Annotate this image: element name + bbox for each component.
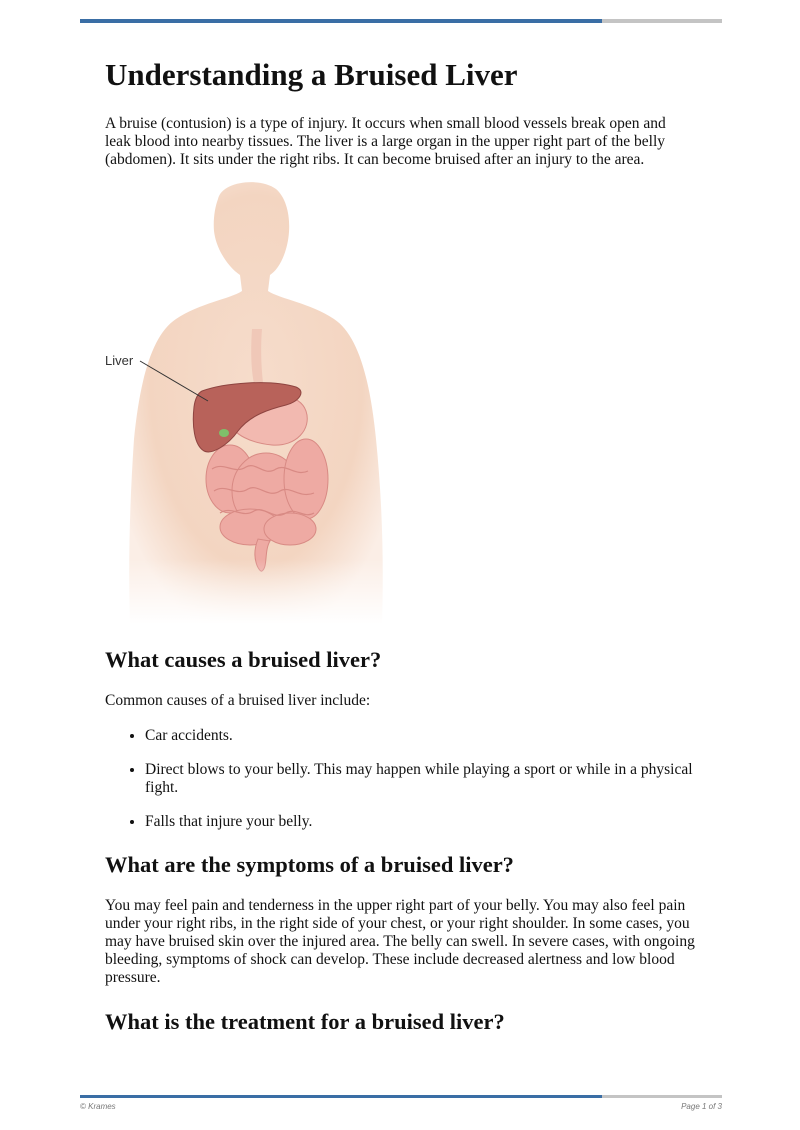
section-heading-symptoms: What are the symptoms of a bruised liver? (105, 852, 514, 878)
torso-organs-illustration (100, 179, 400, 624)
liver-illustration (100, 179, 400, 624)
footer-copyright: © Krames (80, 1102, 116, 1111)
list-item: • Car accidents. (145, 727, 695, 745)
list-item: • Direct blows to your belly. This may happen while playing a sport or while in a physical fight. (145, 761, 695, 797)
intro-paragraph: A bruise (contusion) is a type of injury. It occurs when small blood vessels break open and leak blood into nearby tissues. The liver is a large organ in the upper right part of the belly (abdomen). It sits under the right ribs. It can become bruised after an injury to the area. (105, 115, 666, 169)
causes-list (105, 727, 695, 831)
liver-label: Liver (105, 353, 134, 369)
causes-intro: Common causes of a bruised liver include: (105, 692, 371, 710)
top-rule (80, 19, 722, 23)
top-rule-accent (80, 19, 602, 23)
list-item: • Falls that injure your belly. (145, 813, 695, 831)
page-title: Understanding a Bruised Liver (105, 57, 518, 92)
gallbladder (219, 429, 229, 437)
bottom-rule-accent (80, 1095, 602, 1098)
bottom-rule (80, 1095, 722, 1098)
section-heading-causes: What causes a bruised liver? (105, 647, 382, 673)
document-content (105, 56, 695, 1035)
footer-page-number: Page 1 of 3 (681, 1102, 722, 1111)
section-heading-treatment: What is the treatment for a bruised liver? (105, 1009, 505, 1035)
symptoms-paragraph: You may feel pain and tenderness in the upper right part of your belly. You may also feel pain under your right ribs, in the right side of your chest, or your right shoulder. In some cases, you may have bruised skin over the injured area. The belly can swell. In severe cases, with ongoing bleeding, symptoms of shock can develop. These include decreased alertness and low blood pressure. (105, 897, 695, 987)
